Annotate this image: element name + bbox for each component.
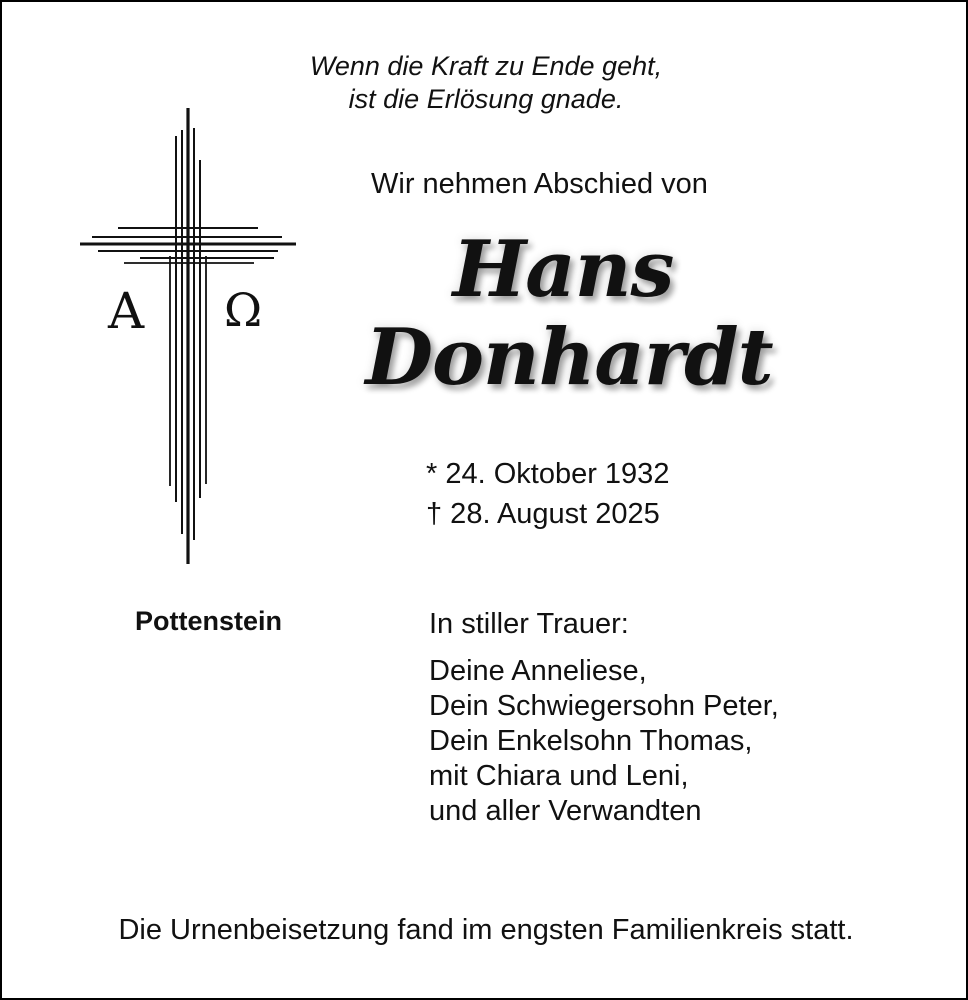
burial-note: Die Urnenbeisetzung fand im engsten Familienkreis statt. (118, 914, 854, 946)
life-dates (426, 454, 669, 534)
deceased-last-name: Donhardt (365, 312, 773, 403)
mourner-line: Dein Schwiegersohn Peter, (429, 690, 779, 722)
birth-date: * 24. Oktober 1932 (426, 458, 670, 490)
motto (286, 50, 686, 116)
mourner-line: Dein Enkelsohn Thomas, (429, 725, 753, 757)
mourner-line: Deine Anneliese, (429, 655, 647, 687)
mourning-label: In stiller Trauer: (429, 608, 629, 640)
mourner-line: mit Chiara und Leni, (429, 760, 689, 792)
motto-line-2: ist die Erlösung gnade. (348, 84, 624, 114)
intro-text: Wir nehmen Abschied von (371, 168, 708, 200)
place-name: Pottenstein (135, 606, 283, 636)
deceased-first-name: Hans (452, 224, 674, 315)
alpha-letter: A (108, 282, 145, 340)
omega-letter: Ω (224, 283, 263, 337)
mourner-line: und aller Verwandten (429, 795, 702, 827)
cross-alpha-omega-icon (78, 106, 300, 566)
mourners-list (429, 654, 779, 829)
death-date: † 28. August 2025 (426, 498, 660, 530)
motto-line-1: Wenn die Kraft zu Ende geht, (309, 51, 663, 81)
